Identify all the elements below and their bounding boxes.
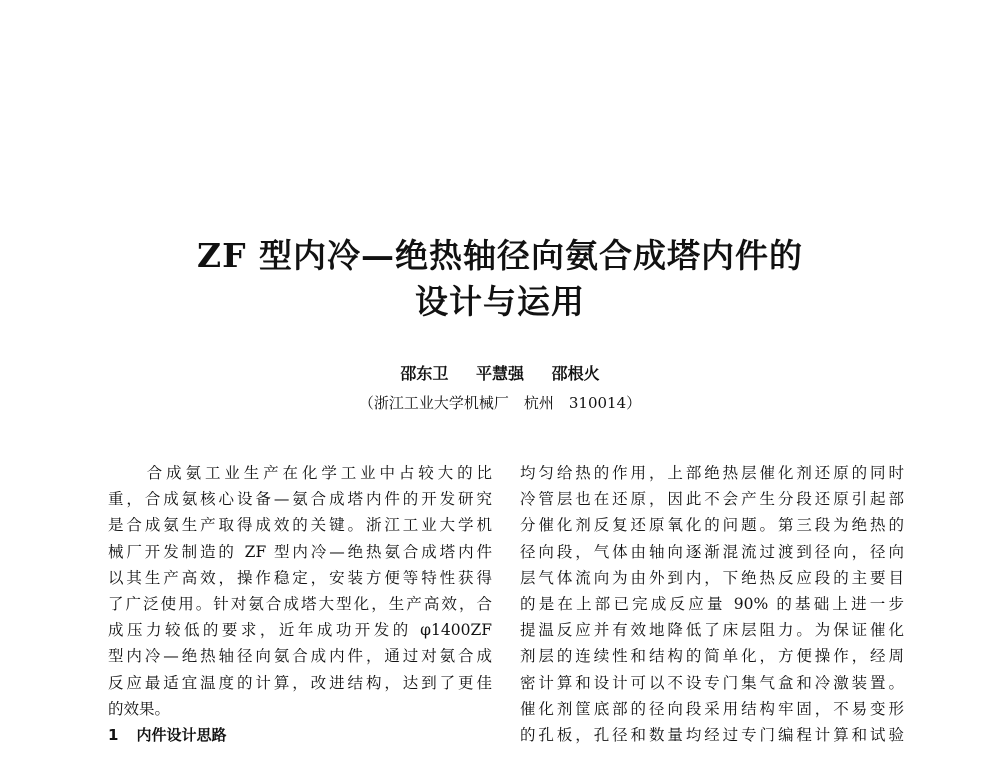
body-line: 重，合成氨核心设备—氨合成塔内件的开发研究 (108, 490, 492, 509)
body-line: 均匀给热的作用，上部绝热层催化剂还原的同时 (520, 464, 904, 482)
left-column (108, 460, 492, 748)
title-line-2: 设计与运用 (415, 282, 585, 321)
body-line: 分催化剂反复还原氧化的问题。第三段为绝热的 (520, 516, 904, 535)
body-line: 以其生产高效，操作稳定，安装方便等特性获得 (108, 568, 492, 587)
body-line: 剂层的连续性和结构的简单化，方便操作，经周 (520, 647, 904, 666)
right-column (520, 460, 904, 748)
body-line: 反应最适宜温度的计算，改进结构，达到了更佳 (108, 673, 492, 692)
body-line: 了广泛使用。针对氨合成塔大型化，生产高效，合 (108, 595, 492, 614)
body-line: 是合成氨生产取得成效的关键。浙江工业大学机 (108, 516, 492, 535)
author-name: 邵根火 (551, 364, 600, 383)
title-line-1: ZF 型内冷—绝热轴径向氨合成塔内件的 (196, 236, 803, 275)
body-line: 密计算和设计可以不设专门集气盒和冷激装置。 (520, 673, 904, 692)
body-line: 的效果。 (108, 699, 171, 718)
body-line: 径向段，气体由轴向逐渐混流过渡到径向，径向 (520, 542, 904, 561)
body-line: 层气体流向为由外到内，下绝热反应段的主要目 (520, 568, 904, 587)
section-number: 1 (108, 726, 119, 745)
author-name: 邵东卫 (400, 364, 449, 383)
body-line: 的是在上部已完成反应量 90% 的基础上进一步 (520, 595, 904, 614)
body-line: 合成氨工业生产在化学工业中占较大的比 (108, 464, 492, 482)
body-line: 的孔板，孔径和数量均经过专门编程计算和试验 (520, 726, 904, 745)
section-heading-text: 内件设计思路 (136, 726, 227, 745)
body-line: 提温反应并有效地降低了床层阻力。为保证催化 (520, 621, 904, 640)
author-name: 平慧强 (475, 364, 524, 383)
body-line: 成压力较低的要求，近年成功开发的 φ1400ZF (108, 621, 492, 640)
body-line: 型内冷—绝热轴径向氨合成内件，通过对氨合成 (108, 647, 492, 666)
body-line: 催化剂筐底部的径向段采用结构牢固，不易变形 (520, 699, 904, 718)
paper-title (0, 233, 1000, 325)
affiliation: （浙江工业大学机械厂 杭州 310014） (358, 394, 642, 412)
section-heading (108, 722, 492, 748)
body-line: 冷管层也在还原，因此不会产生分段还原引起部 (520, 490, 904, 509)
author-list (0, 363, 1000, 385)
body-line: 械厂开发制造的 ZF 型内冷—绝热氨合成塔内件 (108, 542, 492, 561)
